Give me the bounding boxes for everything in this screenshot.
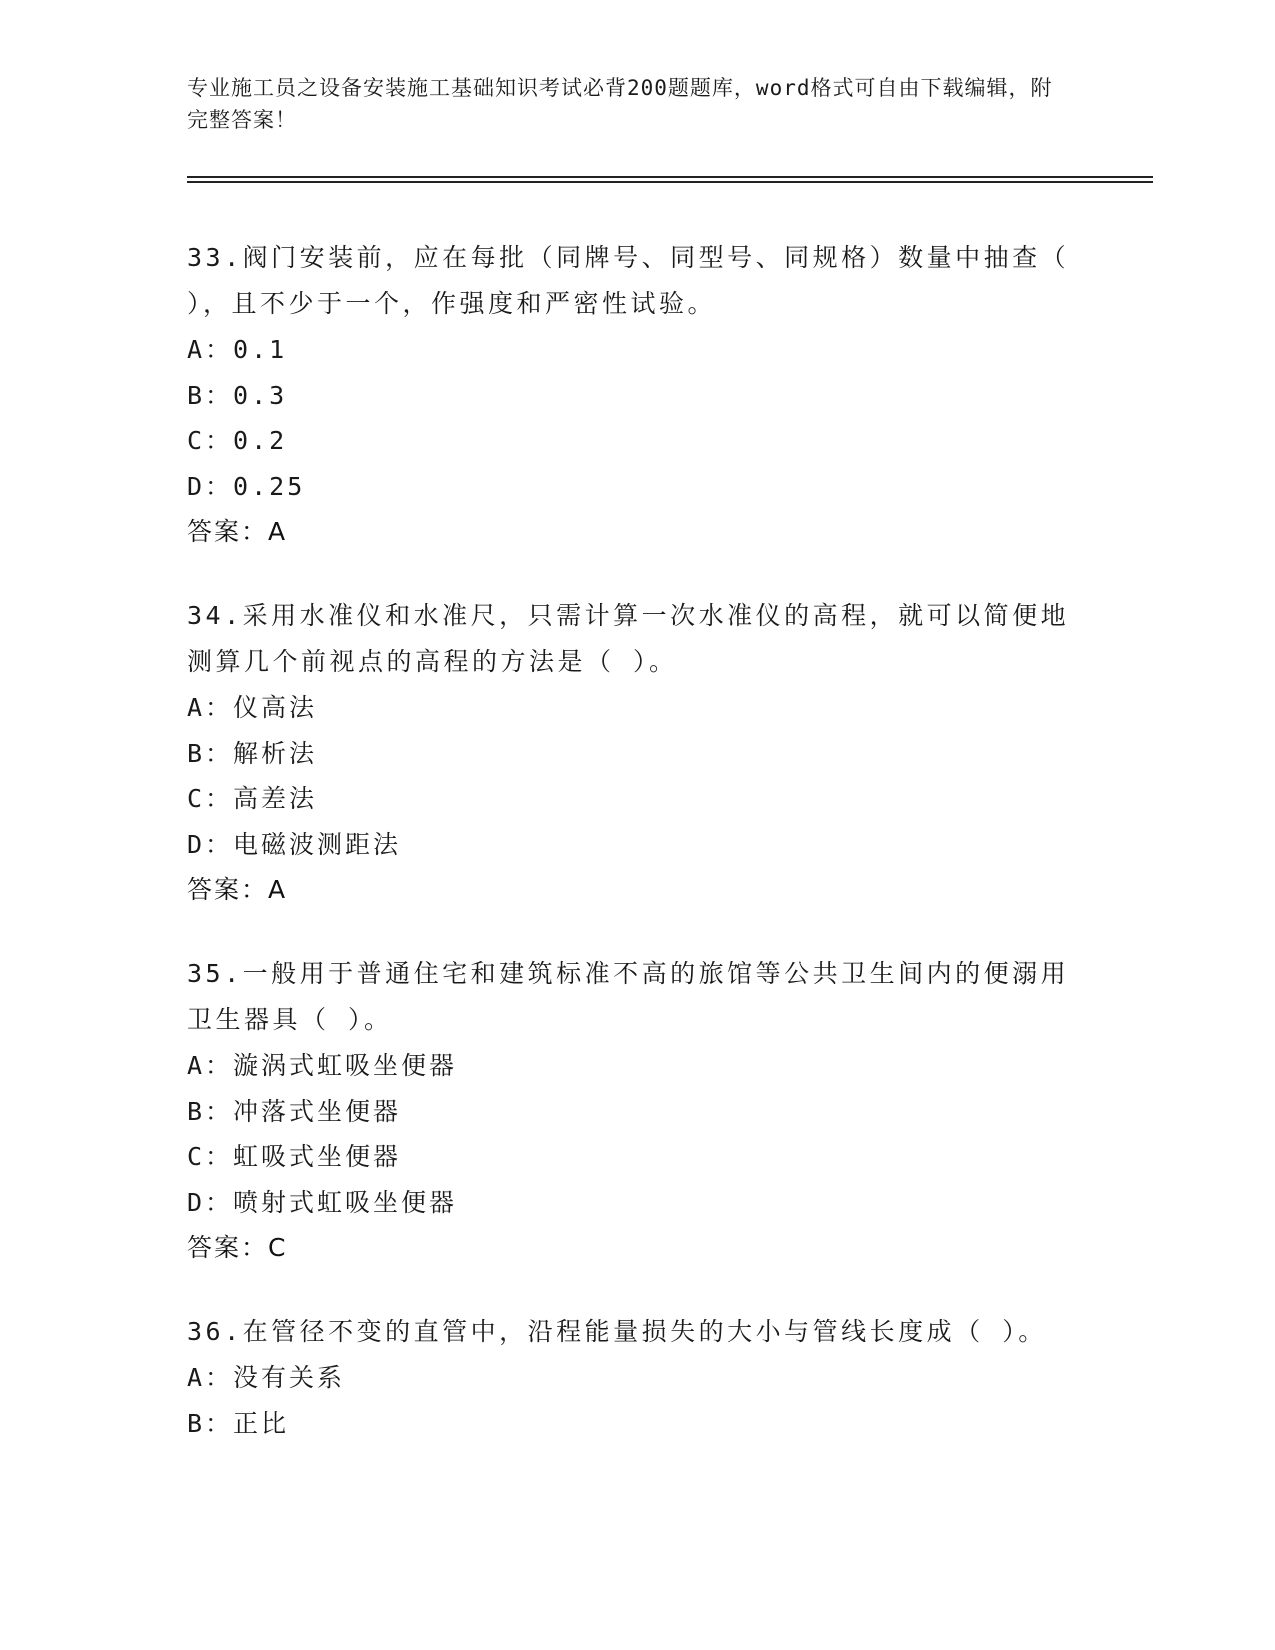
option-a: A：0.1 (187, 335, 288, 364)
question-35 (187, 951, 1087, 1271)
question-34 (187, 593, 1087, 913)
option-d: D：电磁波测距法 (187, 829, 402, 859)
document-header: 专业施工员之设备安装施工基础知识考试必背200题题库，word格式可自由下载编辑，附完整答案！ (187, 76, 1053, 132)
answer: 答案：A (187, 875, 288, 904)
option-a: A：漩涡式虹吸坐便器 (187, 1051, 458, 1080)
question-stem: 34.采用水准仪和水准尺，只需计算一次水准仪的高程，就可以简便地测算几个前视点的高程的方法是（ ）。 (187, 601, 1070, 676)
option-c: C：高差法 (187, 784, 318, 813)
question-list (187, 235, 1087, 1484)
question-stem: 36.在管径不变的直管中，沿程能量损失的大小与管线长度成（ ）。 (187, 1317, 1047, 1346)
question-stem: 33.阀门安装前，应在每批（同牌号、同型号、同规格）数量中抽查（ ），且不少于一个，作强度和严密性试验。 (187, 243, 1070, 318)
question-stem: 35.一般用于普通住宅和建筑标准不高的旅馆等公共卫生间内的便溺用卫生器具（ ）。 (187, 959, 1070, 1034)
option-b: B：冲落式坐便器 (187, 1096, 402, 1126)
answer: 答案：A (187, 517, 288, 546)
option-c: C：0.2 (187, 426, 288, 455)
header-divider-bottom (187, 181, 1153, 183)
option-a: A：仪高法 (187, 693, 318, 722)
option-b: B：0.3 (187, 380, 288, 410)
option-d: D：喷射式虹吸坐便器 (187, 1187, 458, 1217)
option-c: C：虹吸式坐便器 (187, 1142, 402, 1171)
option-b: B：正比 (187, 1408, 290, 1438)
option-d: D：0.25 (187, 471, 306, 501)
answer: 答案：C (187, 1233, 288, 1262)
header-divider-top (187, 176, 1153, 178)
option-b: B：解析法 (187, 738, 318, 768)
question-36 (187, 1309, 1087, 1446)
option-a: A：没有关系 (187, 1363, 346, 1392)
question-33 (187, 235, 1087, 555)
